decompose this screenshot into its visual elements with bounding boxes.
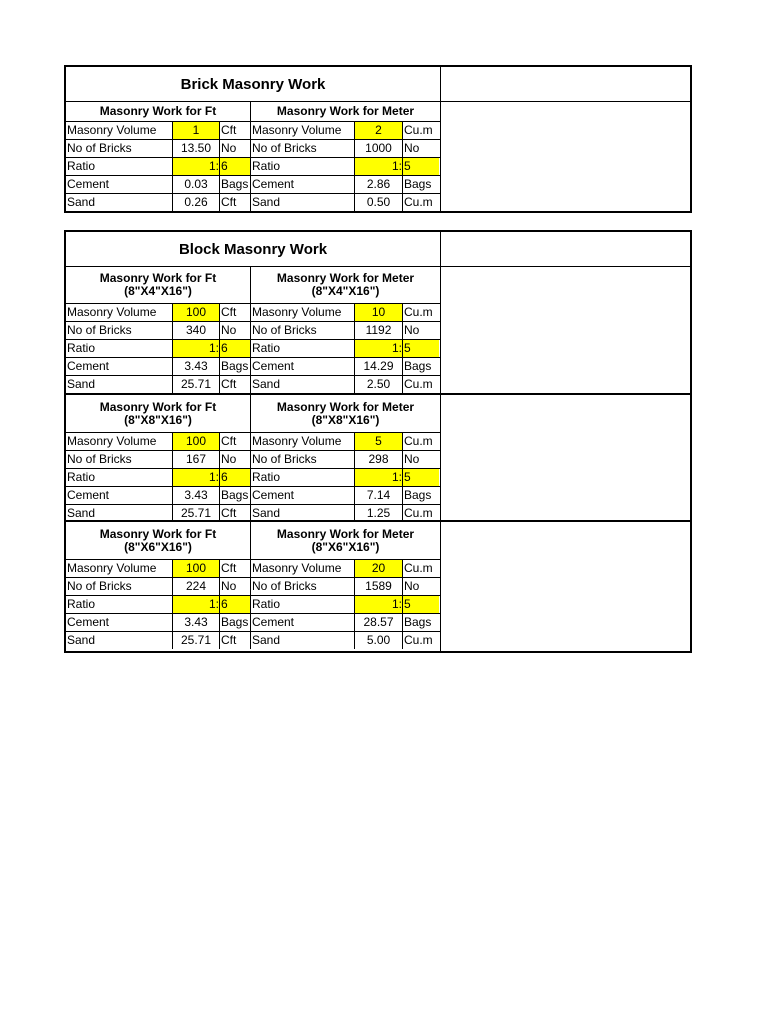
row-unit: Cu.m	[402, 505, 439, 522]
section-subheading-text: (8"X8"X16")	[124, 412, 192, 427]
row-unit: Cu.m	[402, 376, 439, 393]
row-label: Ratio	[67, 597, 96, 611]
row-value: 1000	[354, 140, 402, 157]
row-label: Sand	[67, 506, 96, 520]
row-value: 1589	[354, 578, 402, 595]
block-notes-column	[440, 232, 691, 651]
row-unit: 5	[402, 158, 439, 175]
table-row	[66, 175, 440, 193]
table-row	[66, 193, 440, 211]
row-unit: Cft	[219, 194, 250, 211]
row-unit: No	[402, 451, 439, 468]
table-row	[66, 595, 440, 613]
row-label: Masonry Volume	[250, 433, 354, 450]
row-label: Masonry Volume	[250, 122, 354, 139]
row-label: No of Bricks	[67, 323, 132, 337]
table-row	[66, 157, 440, 175]
table-row	[66, 321, 440, 339]
row-unit: Cu.m	[402, 194, 439, 211]
brick-masonry-title: Brick Masonry Work	[66, 67, 440, 102]
brick-notes-column	[440, 67, 691, 211]
row-unit: No	[402, 578, 439, 595]
row-unit: Bags	[221, 359, 249, 373]
row-unit: No	[219, 578, 250, 595]
row-unit: 5	[402, 596, 439, 613]
row-unit: 6	[219, 596, 250, 613]
row-value: 5	[354, 433, 402, 450]
section-heading-text: Masonry Work for Ft	[99, 399, 217, 414]
masonry-section	[66, 266, 440, 393]
row-label: Ratio	[250, 596, 354, 613]
table-row	[66, 139, 440, 157]
section-subheading-text: (8"X4"X16")	[311, 283, 380, 298]
row-unit: Bags	[221, 177, 249, 191]
table-row	[66, 631, 440, 649]
row-value: 100	[172, 433, 219, 450]
row-value: 1:	[172, 596, 219, 613]
row-unit: Bags	[402, 487, 439, 504]
row-label: Cement	[250, 614, 354, 631]
right-section-heading	[251, 522, 440, 559]
section-heading-text: Masonry Work for Ft	[99, 270, 217, 285]
row-value: 1.25	[354, 505, 402, 522]
row-label: Ratio	[67, 470, 96, 484]
row-unit: No	[402, 322, 439, 339]
section-heading-text: Masonry Work for Meter	[276, 399, 415, 414]
left-section-heading	[66, 522, 251, 559]
row-value: 28.57	[354, 614, 402, 631]
row-unit: Cu.m	[402, 304, 439, 321]
section-subheading-text: (8"X6"X16")	[311, 539, 380, 554]
table-row	[66, 559, 440, 577]
row-label: Sand	[250, 194, 354, 211]
row-label: Ratio	[250, 340, 354, 357]
table-row	[66, 486, 440, 504]
row-unit: 5	[402, 469, 439, 486]
row-value: 1:	[172, 469, 219, 486]
row-value: 224	[172, 578, 219, 595]
row-value: 1:	[354, 340, 402, 357]
block-masonry-table	[64, 230, 692, 653]
row-unit: Cu.m	[402, 433, 439, 450]
row-label: Cement	[250, 358, 354, 375]
row-value: 25.71	[172, 505, 219, 522]
row-unit: Cft	[219, 304, 250, 321]
row-label: Ratio	[67, 159, 96, 173]
row-unit: Bags	[402, 358, 439, 375]
row-unit: Cft	[219, 433, 250, 450]
row-value: 0.03	[172, 176, 219, 193]
row-unit: Cu.m	[402, 560, 439, 577]
masonry-section	[66, 520, 440, 649]
row-value: 1:	[172, 340, 219, 357]
row-label: Ratio	[250, 469, 354, 486]
row-value: 100	[172, 304, 219, 321]
table-row	[66, 375, 440, 393]
section-heading-text: Masonry Work for Ft	[99, 526, 217, 541]
row-value: 10	[354, 304, 402, 321]
row-label: No of Bricks	[250, 140, 354, 157]
row-value: 1:	[354, 158, 402, 175]
row-value: 298	[354, 451, 402, 468]
left-section-heading	[66, 395, 251, 432]
row-unit: No	[219, 451, 250, 468]
row-label: Cement	[250, 176, 354, 193]
masonry-section	[66, 393, 440, 522]
brick-masonry-table	[64, 65, 692, 213]
row-label: Ratio	[250, 158, 354, 175]
row-unit: No	[219, 322, 250, 339]
section-subheading-text: (8"X6"X16")	[124, 539, 192, 554]
row-unit: No	[219, 140, 250, 157]
row-value: 25.71	[172, 376, 219, 393]
row-value: 5.00	[354, 632, 402, 649]
row-value: 1:	[172, 158, 219, 175]
row-value: 2.50	[354, 376, 402, 393]
row-value: 3.43	[172, 614, 219, 631]
row-label: No of Bricks	[250, 322, 354, 339]
row-unit: 5	[402, 340, 439, 357]
row-label: No of Bricks	[67, 452, 132, 466]
row-value: 13.50	[172, 140, 219, 157]
row-label: Masonry Volume	[67, 434, 157, 448]
left-section-heading	[66, 101, 251, 121]
row-label: Masonry Volume	[67, 305, 157, 319]
row-unit: Bags	[221, 615, 249, 629]
row-label: Cement	[250, 487, 354, 504]
row-label: No of Bricks	[67, 141, 132, 155]
row-label: Masonry Volume	[250, 304, 354, 321]
row-value: 100	[172, 560, 219, 577]
table-row	[66, 339, 440, 357]
row-label: Masonry Volume	[67, 123, 157, 137]
row-unit: Cft	[219, 505, 250, 522]
row-label: Sand	[250, 376, 354, 393]
row-unit: Cft	[219, 122, 250, 139]
row-value: 340	[172, 322, 219, 339]
row-label: Sand	[67, 195, 96, 209]
row-unit: Bags	[221, 488, 249, 502]
row-label: Ratio	[67, 341, 96, 355]
row-unit: Cu.m	[402, 632, 439, 649]
row-label: Masonry Volume	[250, 560, 354, 577]
row-value: 20	[354, 560, 402, 577]
row-label: Sand	[250, 505, 354, 522]
table-row	[66, 357, 440, 375]
masonry-section	[66, 101, 440, 211]
row-value: 1192	[354, 322, 402, 339]
row-unit: Cft	[219, 560, 250, 577]
row-label: Sand	[67, 377, 96, 391]
row-label: No of Bricks	[250, 451, 354, 468]
section-heading-text: Masonry Work for Meter	[276, 526, 415, 541]
section-heading-text: Masonry Work for Meter	[276, 270, 415, 285]
table-row	[66, 432, 440, 450]
row-unit: No	[402, 140, 439, 157]
right-section-heading	[251, 266, 440, 303]
row-value: 1:	[354, 596, 402, 613]
right-section-heading	[251, 395, 440, 432]
row-value: 1:	[354, 469, 402, 486]
table-row	[66, 121, 440, 139]
row-unit: Cu.m	[402, 122, 439, 139]
row-label: Cement	[67, 177, 110, 191]
section-heading-text: Masonry Work for Meter	[276, 103, 415, 118]
row-label: Sand	[250, 632, 354, 649]
row-label: Cement	[67, 488, 110, 502]
row-label: Masonry Volume	[67, 561, 157, 575]
row-unit: Bags	[402, 614, 439, 631]
row-unit: 6	[219, 340, 250, 357]
left-section-heading	[66, 266, 251, 303]
row-unit: 6	[219, 469, 250, 486]
row-value: 2.86	[354, 176, 402, 193]
row-label: No of Bricks	[67, 579, 132, 593]
row-value: 14.29	[354, 358, 402, 375]
row-value: 2	[354, 122, 402, 139]
table-row	[66, 613, 440, 631]
right-section-heading	[251, 101, 440, 121]
section-subheading-text: (8"X8"X16")	[311, 412, 380, 427]
row-value: 167	[172, 451, 219, 468]
row-value: 1	[172, 122, 219, 139]
row-unit: Cft	[219, 376, 250, 393]
row-label: Cement	[67, 615, 110, 629]
block-masonry-title: Block Masonry Work	[66, 232, 440, 267]
row-value: 3.43	[172, 487, 219, 504]
row-unit: Bags	[402, 176, 439, 193]
row-value: 3.43	[172, 358, 219, 375]
row-label: No of Bricks	[250, 578, 354, 595]
row-label: Cement	[67, 359, 110, 373]
table-row	[66, 468, 440, 486]
row-unit: Cft	[219, 632, 250, 649]
row-value: 7.14	[354, 487, 402, 504]
row-unit: 6	[219, 158, 250, 175]
row-value: 25.71	[172, 632, 219, 649]
section-subheading-text: (8"X4"X16")	[124, 283, 192, 298]
row-label: Sand	[67, 633, 96, 647]
row-value: 0.50	[354, 194, 402, 211]
table-row	[66, 450, 440, 468]
table-row	[66, 577, 440, 595]
row-value: 0.26	[172, 194, 219, 211]
table-row	[66, 303, 440, 321]
section-heading-text: Masonry Work for Ft	[99, 103, 217, 118]
